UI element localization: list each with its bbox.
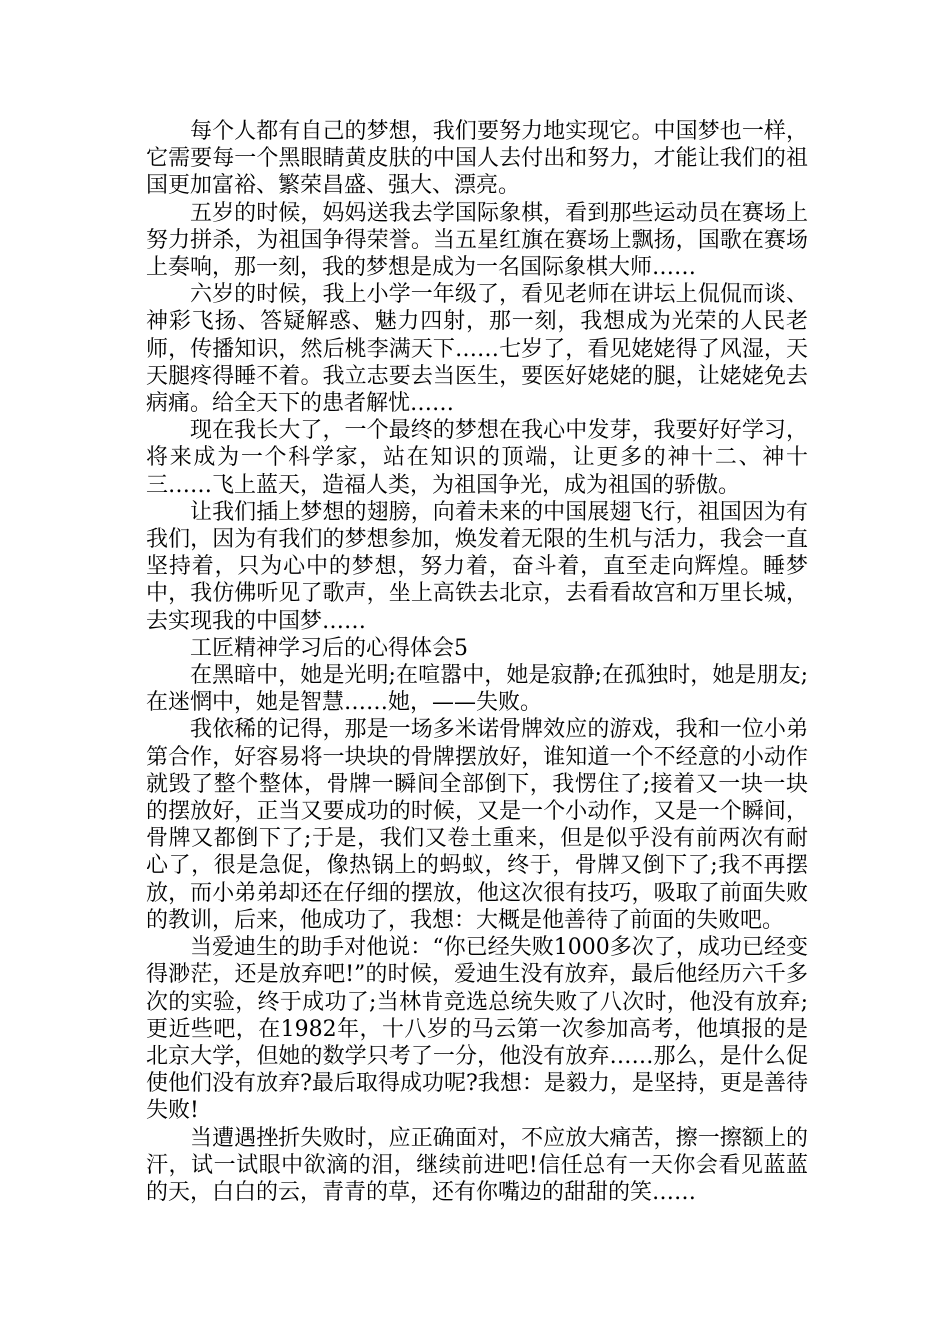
paragraph-4: 现在我长大了，一个最终的梦想在我心中发芽，我要好好学习，将来成为一个科学家，站在知识的顶端，让更多的神十二、神十三……飞上蓝天，造福人类，为祖国争光，成为祖国的骄傲。 [146, 418, 808, 498]
paragraph-6: 在黑暗中，她是光明;在喧嚣中，她是寂静;在孤独时，她是朋友;在迷惘中，她是智慧……她，——失败。 [146, 663, 808, 716]
paragraph-7: 我依稀的记得，那是一场多米诺骨牌效应的游戏，我和一位小弟第合作，好容易将一块块的骨牌摆放好，谁知道一个不经意的小动作就毁了整个整体，骨牌一瞬间全部倒下，我愣住了;接着又一块一块的摆放好，正当又要成功的时候，又是一个小动作，又是一个瞬间，骨牌又都倒下了;于是，我们又卷土重来，但是似乎没有前两次有耐心了，很是急促，像热锅上的蚂蚁，终于，骨牌又倒下了;我不再摆放，而小弟弟却还在仔细的摆放，他这次很有技巧，吸取了前面失败的教训，后来，他成功了，我想：大概是他善待了前面的失败吧。 [146, 717, 808, 933]
document-body [146, 118, 808, 1206]
paragraph-1: 每个人都有自己的梦想，我们要努力地实现它。中国梦也一样，它需要每一个黑眼睛黄皮肤的中国人去付出和努力，才能让我们的祖国更加富裕、繁荣昌盛、强大、漂亮。 [146, 119, 808, 199]
paragraph-9: 当遭遇挫折失败时，应正确面对，不应放大痛苦，擦一擦额上的汗，试一试眼中欲滴的泪，继续前进吧!信任总有一天你会看见蓝蓝的天，白白的云，青青的草，还有你嘴边的甜甜的笑…… [146, 1125, 808, 1205]
paragraph-5: 让我们插上梦想的翅膀，向着未来的中国展翅飞行，祖国因为有我们，因为有我们的梦想参加，焕发着无限的生机与活力，我会一直坚持着，只为心中的梦想，努力着，奋斗着，直至走向辉煌。睡梦中，我仿佛听见了歌声，坐上高铁去北京，去看看故宫和万里长城，去实现我的中国梦…… [146, 499, 808, 634]
paragraph-3: 六岁的时候，我上小学一年级了，看见老师在讲坛上侃侃而谈、神彩飞扬、答疑解惑、魅力四射，那一刻，我想成为光荣的人民老师，传播知识，然后桃李满天下……七岁了，看见姥姥得了风湿，天天腿疼得睡不着。我立志要去当医生，要医好姥姥的腿，让姥姥免去病痛。给全天下的患者解忧…… [146, 282, 808, 417]
paragraph-2: 五岁的时候，妈妈送我去学国际象棋，看到那些运动员在赛场上努力拼杀，为祖国争得荣誉。当五星红旗在赛场上飘扬，国歌在赛场上奏响，那一刻，我的梦想是成为一名国际象棋大师…… [146, 200, 808, 281]
paragraph-8: 当爱迪生的助手对他说：“你已经失败1000多次了，成功已经变得渺茫，还是放弃吧!”的时候，爱迪生没有放弃，最后他经历六千多次的实验，终于成功了;当林肯竞选总统失败了八次时，他没有放弃;更近些吧，在1982年，十八岁的马云第一次参加高考，他填报的是北京大学，但她的数学只考了一分，他没有放弃……那么，是什么促使他们没有放弃?最后取得成功呢?我想：是毅力，是坚持，更是善待失败! [146, 935, 808, 1124]
section-heading: 工匠精神学习后的心得体会5 [190, 635, 468, 661]
